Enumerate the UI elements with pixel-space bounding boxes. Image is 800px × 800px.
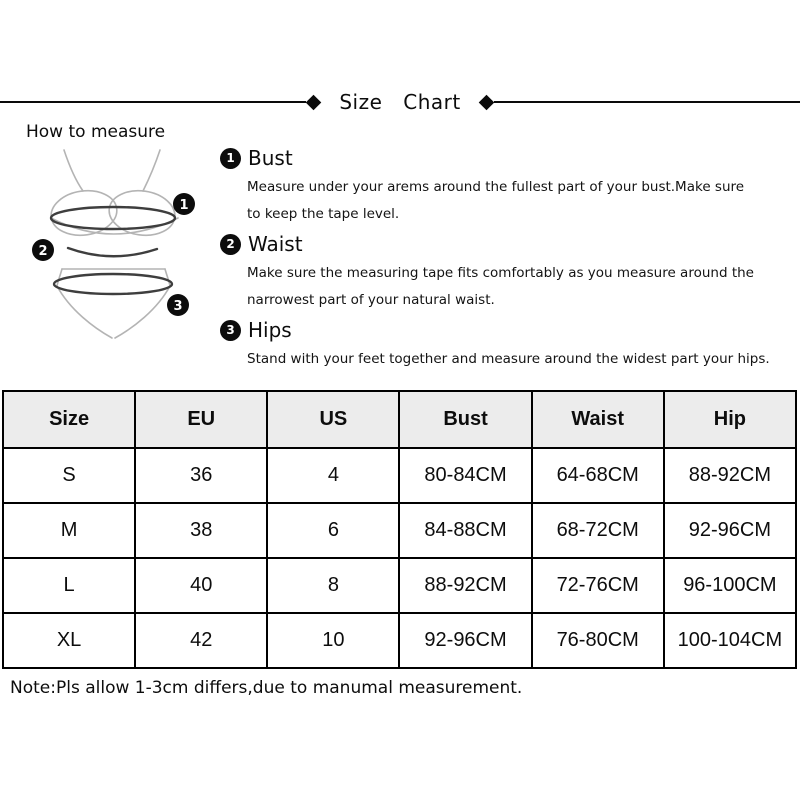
table-row-s — [3, 448, 796, 503]
column-header-hip: Hip — [664, 391, 796, 448]
size-table-header-row — [3, 391, 796, 448]
cell-m-us: 6 — [267, 503, 399, 558]
size-table-header — [3, 391, 796, 448]
cell-m-waist: 68-72CM — [532, 503, 664, 558]
bra-strap-right — [143, 150, 160, 191]
column-header-size: Size — [3, 391, 135, 448]
bust-description-line-2: to keep the tape level. — [247, 206, 400, 222]
measure-item-waist-heading — [220, 232, 792, 256]
panty-side-left — [57, 269, 62, 286]
bust-label: Bust — [248, 146, 293, 170]
figure-badge-1 — [173, 193, 195, 215]
waist-label: Waist — [248, 232, 303, 256]
cell-l-bust: 88-92CM — [399, 558, 531, 613]
bra-strap-left — [64, 150, 83, 191]
column-header-us: US — [267, 391, 399, 448]
panty-side-right — [165, 269, 170, 286]
cell-m-eu: 38 — [135, 503, 267, 558]
title-rule-right — [494, 101, 800, 103]
hips-description — [247, 346, 792, 373]
cell-s-hip: 88-92CM — [664, 448, 796, 503]
column-header-eu: EU — [135, 391, 267, 448]
bust-description — [247, 174, 792, 228]
cell-xl-eu: 42 — [135, 613, 267, 668]
cell-l-eu: 40 — [135, 558, 267, 613]
measurement-note: Note:Pls allow 1-3cm differs,due to manumal measurement. — [10, 678, 523, 698]
hips-description-line-1: Stand with your feet together and measure around the widest part your hips. — [247, 351, 770, 367]
bikini-measure-figure — [18, 138, 218, 348]
title-bar — [0, 89, 800, 115]
size-table-body — [3, 448, 796, 668]
waist-number-badge: 2 — [220, 234, 241, 255]
figure-badge-2 — [32, 239, 54, 261]
figure-badge-3 — [167, 294, 189, 316]
badge-number-3: 3 — [173, 299, 183, 314]
cell-m-bust: 84-88CM — [399, 503, 531, 558]
waist-tape-line — [68, 248, 157, 256]
column-header-waist: Waist — [532, 391, 664, 448]
diamond-icon-left — [306, 94, 322, 110]
waist-description-line-1: Make sure the measuring tape fits comfortably as you measure around the — [247, 265, 754, 281]
cell-xl-waist: 76-80CM — [532, 613, 664, 668]
hips-number-badge: 3 — [220, 320, 241, 341]
cell-xl-hip: 100-104CM — [664, 613, 796, 668]
table-row-xl — [3, 613, 796, 668]
cell-l-size: L — [3, 558, 135, 613]
waist-description — [247, 260, 792, 314]
measure-item-hips-heading — [220, 318, 792, 342]
cell-l-us: 8 — [267, 558, 399, 613]
cell-s-waist: 64-68CM — [532, 448, 664, 503]
cell-xl-us: 10 — [267, 613, 399, 668]
page-title: Size Chart — [339, 90, 461, 114]
hips-label: Hips — [248, 318, 292, 342]
title-rule-left — [0, 101, 306, 103]
badge-number-1: 1 — [179, 198, 189, 213]
cell-xl-size: XL — [3, 613, 135, 668]
table-row-m — [3, 503, 796, 558]
size-table — [2, 390, 797, 669]
diamond-icon-right — [478, 94, 494, 110]
cell-m-hip: 92-96CM — [664, 503, 796, 558]
bust-description-line-1: Measure under your arems around the fullest part of your bust.Make sure — [247, 179, 745, 195]
measure-item-waist — [220, 232, 792, 314]
cell-l-hip: 96-100CM — [664, 558, 796, 613]
cell-m-size: M — [3, 503, 135, 558]
hip-tape-line — [54, 274, 172, 294]
measure-item-hips — [220, 318, 792, 373]
cell-s-bust: 80-84CM — [399, 448, 531, 503]
cell-xl-bust: 92-96CM — [399, 613, 531, 668]
cell-l-waist: 72-76CM — [532, 558, 664, 613]
bust-tape-line — [51, 207, 175, 229]
waist-description-line-2: narrowest part of your natural waist. — [247, 292, 495, 308]
table-row-l — [3, 558, 796, 613]
cell-s-eu: 36 — [135, 448, 267, 503]
cell-s-us: 4 — [267, 448, 399, 503]
column-header-bust: Bust — [399, 391, 531, 448]
how-to-measure-heading: How to measure — [26, 122, 166, 142]
measure-item-bust-heading — [220, 146, 792, 170]
bust-number-badge: 1 — [220, 148, 241, 169]
cell-s-size: S — [3, 448, 135, 503]
badge-number-2: 2 — [38, 244, 48, 259]
measure-item-bust — [220, 146, 792, 228]
